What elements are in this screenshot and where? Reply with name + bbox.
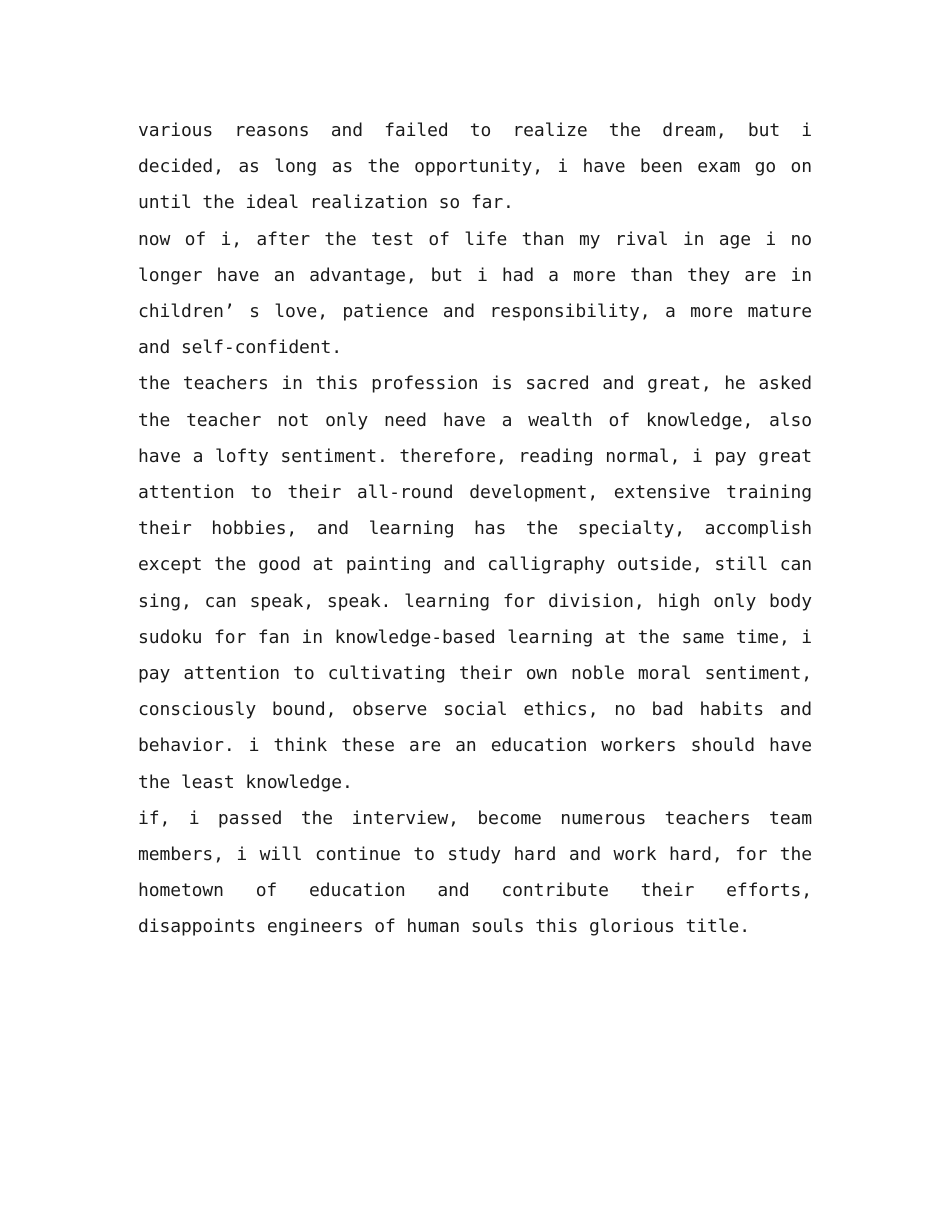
paragraph-4: if, i passed the interview, become numerous teachers team members, i will continue to study hard and work hard, for the hometown of education and contribute their efforts, disappoints engineers of human souls this glorious title. (138, 807, 812, 938)
document-body (138, 113, 812, 946)
paragraph-1: various reasons and failed to realize the dream, but i decided, as long as the opportunity, i have been exam go on until the ideal realization so far. (138, 120, 812, 214)
paragraph-2: now of i, after the test of life than my rival in age i no longer have an advantage, but i had a more than they are in children’ s love, patience and responsibility, a more mature and self-confident. (138, 228, 812, 359)
paragraph-3: the teachers in this profession is sacred and great, he asked the teacher not only need have a wealth of knowledge, also have a lofty sentiment. therefore, reading normal, i pay great attention to their all-round development, extensive training their hobbies, and learning has the specialty, accomplish except the good at painting and calligraphy outside, still can sing, can speak, speak. learning for division, high only body sudoku for fan in knowledge-based learning at the same time, i pay attention to cultivating their own noble moral sentiment, consciously bound, observe social ethics, no bad habits and behavior. i think these are an education workers should have the least knowledge. (138, 373, 812, 793)
